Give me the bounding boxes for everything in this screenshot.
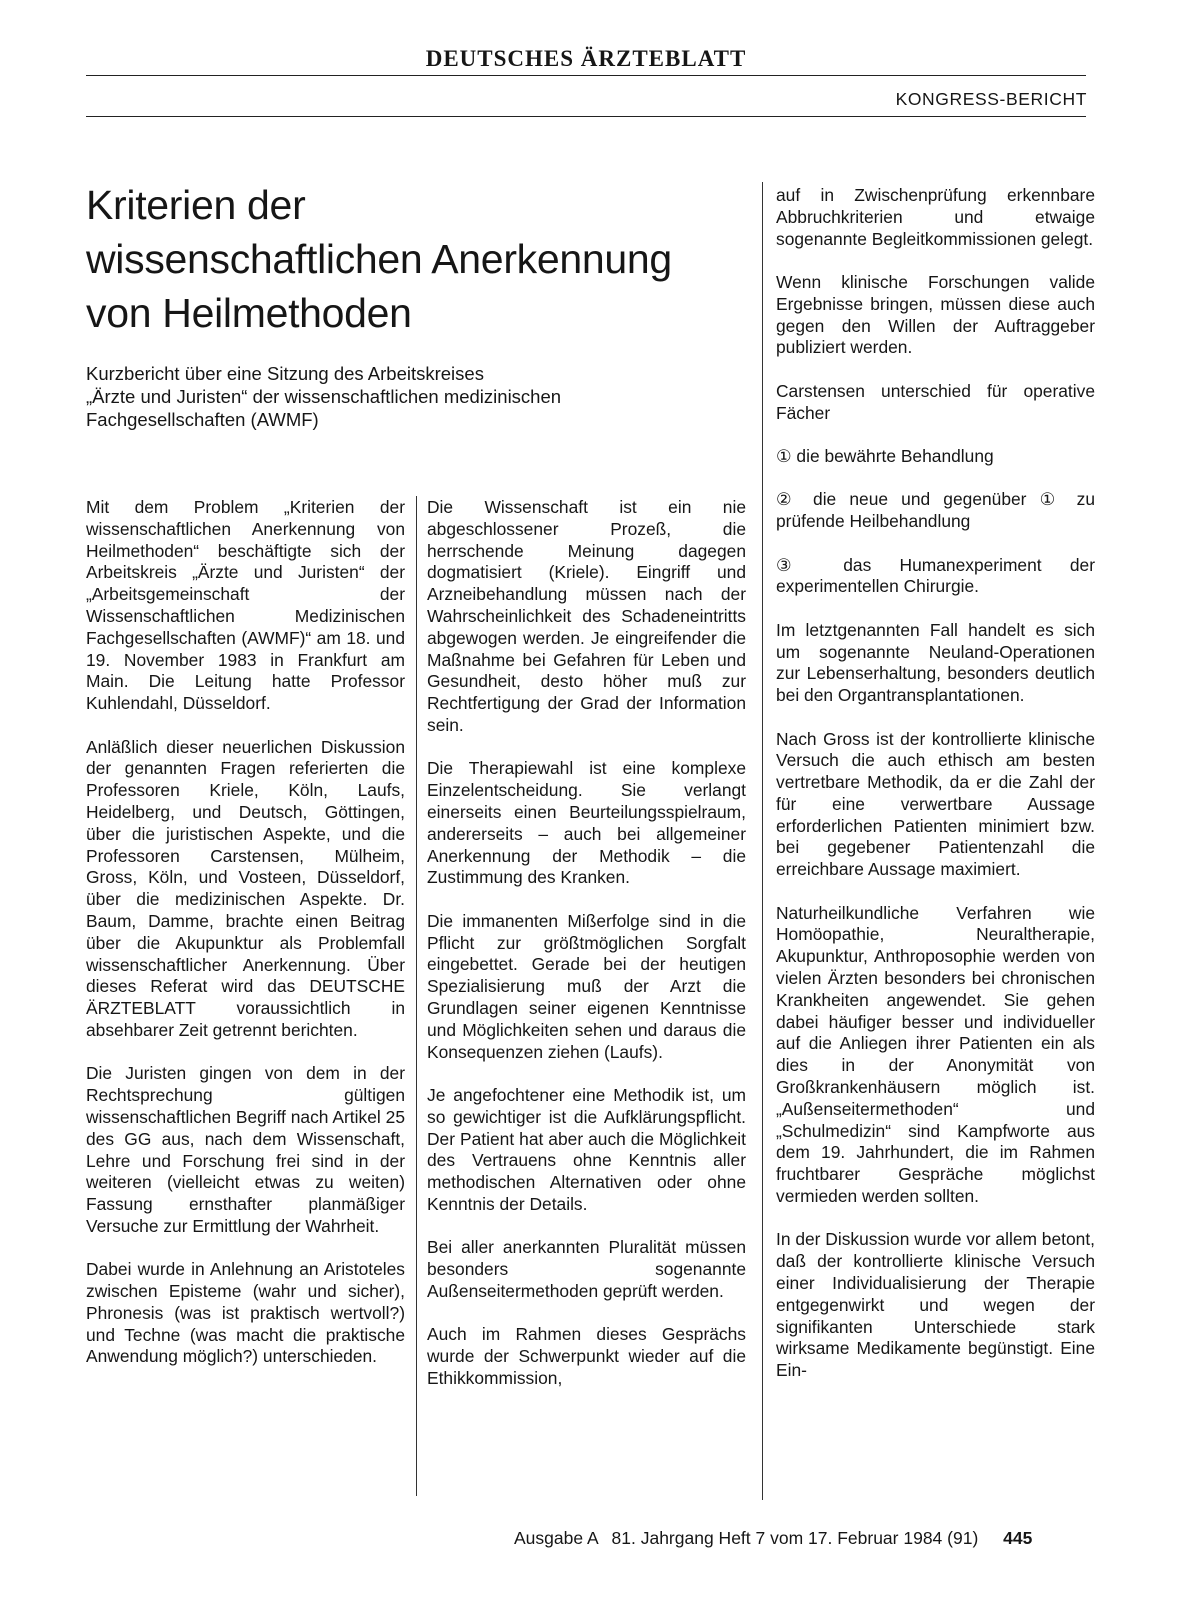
paragraph: Bei aller anerkannten Pluralität müssen besonders sogenannte Außenseitermethoden geprüft werden. — [427, 1237, 746, 1301]
section-label: KONGRESS-BERICHT — [895, 89, 1087, 109]
paragraph: Die Juristen gingen von dem in der Rechtsprechung gültigen wissenschaftlichen Begriff nach Artikel 25 des GG aus, nach dem Wissenschaft, Lehre und Forschung frei sind in der weiteren (vielleicht etwas zu weiten) Fassung ernsthafter planmäßiger Versuche zur Ermittlung der Wahrheit. — [86, 1063, 405, 1236]
paragraph: Anläßlich dieser neuerlichen Diskussion der genannten Fragen referierten die Professoren Kriele, Köln, Laufs, Heidelberg, und Deutsch, Göttingen, über die juristischen Aspekte, und die Professoren Carstensen, Mülheim, Gross, Köln, und Vosteen, Düsseldorf, über die medizinischen Aspekte. Dr. Baum, Damme, brachte einen Beitrag über die Akupunktur als Problemfall wissenschaftlicher Anerkennung. Über dieses Referat wird das DEUTSCHE ÄRZTEBLATT voraussichtlich in absehbarer Zeit getrennt berichten. — [86, 736, 405, 1040]
header-rule-top — [86, 75, 1086, 76]
footer-issue: 81. Jahrgang Heft 7 vom 17. Februar 1984 (91) — [611, 1528, 979, 1548]
article-title — [86, 178, 766, 340]
page-number: 445 — [1003, 1528, 1033, 1548]
paragraph: Naturheilkundliche Verfahren wie Homöopathie, Neuraltherapie, Akupunktur, Anthroposophie werden von vielen Ärzten besonders bei chronischen Krankheiten angewendet. Sie gehen dabei häufiger besser und individueller auf die Anliegen ihrer Patienten ein als dies in der Anonymität von Großkrankenhäusern möglich ist. „Außenseitermethoden“ und „Schulmedizin“ sind Kampfworte aus dem 19. Jahrhundert, die im Rahmen fruchtbarer Gespräche möglichst vermieden werden sollten. — [776, 902, 1095, 1207]
text-column-2 — [427, 497, 746, 1411]
header-rule-bottom — [86, 116, 1086, 117]
title-line: wissenschaftlichen Anerkennung — [86, 236, 672, 282]
paragraph: auf in Zwischenprüfung erkennbare Abbruchkriterien und etwaige sogenannte Begleitkommissionen gelegt. — [776, 185, 1095, 249]
column-divider — [762, 182, 763, 1500]
article-subtitle — [86, 362, 726, 431]
subtitle-line: Kurzbericht über eine Sitzung des Arbeitskreises — [86, 363, 484, 384]
paragraph: Nach Gross ist der kontrollierte klinische Versuch die auch ethisch am besten vertretbare Methodik, da er die Zahl der für eine verwertbare Aussage erforderlichen Patienten minimiert bzw. bei gegebener Patientenzahl die erreichbare Aussage maximiert. — [776, 728, 1095, 880]
subtitle-line: „Ärzte und Juristen“ der wissenschaftlichen medizinischen — [86, 386, 562, 407]
paragraph: Mit dem Problem „Kriterien der wissenschaftlichen Anerkennung von Heilmethoden“ beschäftigte sich der Arbeitskreis „Ärzte und Juristen“ der „Arbeitsgemeinschaft der Wissenschaftlichen Medizinischen Fachgesellschaften (AWMF)“ am 18. und 19. November 1983 in Frankfurt am Main. Die Leitung hatte Professor Kuhlendahl, Düsseldorf. — [86, 497, 405, 714]
text-column-1 — [86, 497, 405, 1390]
masthead: DEUTSCHES ÄRZTEBLATT — [425, 46, 747, 71]
paragraph: In der Diskussion wurde vor allem betont, daß der kontrollierte klinische Versuch einer Individualisierung der Therapie entgegenwirkt und wegen der signifikanten Unterschiede stark wirksame Medikamente begünstigt. Eine Ein- — [776, 1229, 1095, 1381]
paragraph: Die immanenten Mißerfolge sind in die Pflicht zur größtmöglichen Sorgfalt eingebettet. Gerade bei der heutigen Spezialisierung muß der Arzt die Grundlagen seiner eigenen Kenntnisse und Möglichkeiten sehen und daraus die Konsequenzen ziehen (Laufs). — [427, 910, 746, 1062]
paragraph: Wenn klinische Forschungen valide Ergebnisse bringen, müssen diese auch gegen den Willen der Auftraggeber publiziert werden. — [776, 271, 1095, 358]
paragraph: Im letztgenannten Fall handelt es sich um sogenannte Neuland-Operationen zur Lebenserhaltung, besonders deutlich bei den Organtransplantationen. — [776, 619, 1095, 706]
paragraph: Carstensen unterschied für operative Fächer — [776, 380, 1095, 423]
title-line: Kriterien der — [86, 182, 306, 228]
title-line: von Heilmethoden — [86, 290, 412, 336]
page-footer — [514, 1527, 1040, 1549]
paragraph: Die Wissenschaft ist ein nie abgeschlossener Prozeß, die herrschende Meinung dagegen dogmatisiert (Kriele). Eingriff und Arzneibehandlung müssen nach der Wahrscheinlichkeit des Schadeneintritts abgewogen werden. Je eingreifender die Maßnahme bei Gefahren für Leben und Gesundheit, desto höher muß zur Rechtfertigung der Grad der Information sein. — [427, 497, 746, 735]
paragraph: Auch im Rahmen dieses Gesprächs wurde der Schwerpunkt wieder auf die Ethikkommission, — [427, 1324, 746, 1388]
footer-edition: Ausgabe A — [514, 1528, 599, 1548]
list-item: ③ das Humanexperiment der experimentellen Chirurgie. — [776, 554, 1095, 597]
text-column-3 — [776, 185, 1095, 1404]
list-item: ① die bewährte Behandlung — [776, 445, 994, 466]
paragraph: Die Therapiewahl ist eine komplexe Einzelentscheidung. Sie verlangt einerseits einen Beurteilungsspielraum, andererseits – auch bei allgemeiner Anerkennung der Methodik – die Zustimmung des Kranken. — [427, 758, 746, 888]
paragraph: Dabei wurde in Anlehnung an Aristoteles zwischen Episteme (wahr und sicher), Phronesis (was ist praktisch wertvoll?) und Techne (was macht die praktische Anwendung möglich?) unterschieden. — [86, 1259, 405, 1367]
list-item: ② die neue und gegenüber ① zu prüfende Heilbehandlung — [776, 489, 1095, 532]
paragraph: Je angefochtener eine Methodik ist, um so gewichtiger ist die Aufklärungspflicht. Der Patient hat aber auch die Möglichkeit des Vertrauens ohne Kenntnis aller methodischen Alternativen oder ohne Kenntnis der Details. — [427, 1084, 746, 1214]
column-divider — [416, 496, 417, 1496]
subtitle-line: Fachgesellschaften (AWMF) — [86, 409, 319, 430]
